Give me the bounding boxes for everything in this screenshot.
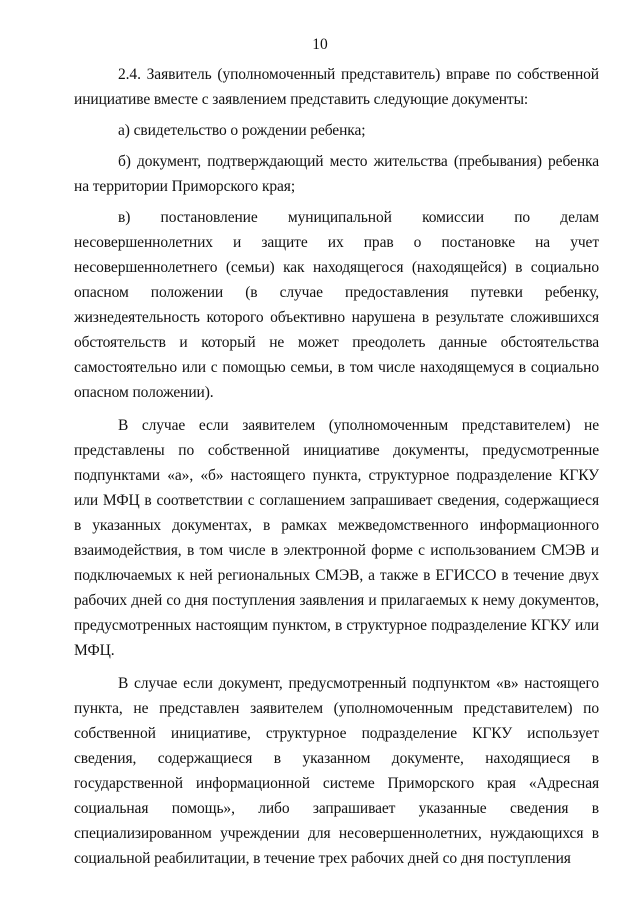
paragraph-2-4: 2.4. Заявитель (уполномоченный представитель) вправе по собственной инициативе вместе с заявлением представить следующие документы:	[74, 66, 599, 108]
paragraph-item-v: в) постановление муниципальной комиссии по делам несовершеннолетних и защите их прав о постановке на учет несовершеннолетнего (семьи) как находящегося (находящейся) в социально опасном положении (в случае предоставления путевки ребенку, жизнедеятельность которого объективно нарушена в результате сложившихся обстоятельств и который не может преодолеть данные обстоятельства самостоятельно или с помощью семьи, в том числе находящемуся в социально опасном положении).	[74, 209, 599, 401]
paragraph-item-a: а) свидетельство о рождении ребенка;	[118, 122, 366, 139]
paragraph-request-ab: В случае если заявителем (уполномоченным представителем) не представлены по собственной инициативе документы, предусмотренные подпунктами «а», «б» настоящего пункта, структурное подразделение КГКУ или МФЦ в соответствии с соглашением запрашивает сведения, содержащиеся в указанных документах, в рамках межведомственного информационного взаимодействия, в том числе в электронной форме с использованием СМЭВ и подключаемых к ней региональных СМЭВ, а также в ЕГИССО в течение двух рабочих дней со дня поступления заявления и прилагаемых к нему документов, предусмотренных настоящим пунктом, в структурное подразделение КГКУ или МФЦ.	[74, 417, 599, 659]
page-number: 10	[312, 36, 328, 53]
paragraph-request-v: В случае если документ, предусмотренный подпунктом «в» настоящего пункта, не представлен заявителем (уполномоченным представителем) по собственной инициативе, структурное подразделение КГКУ использует сведения, содержащиеся в указанном документе, находящиеся в государственной информационной системе Приморского края «Адресная социальная помощь», либо запрашивает указанные сведения в специализированном учреждении для несовершеннолетних, нуждающихся в социальной реабилитации, в течение трех рабочих дней со дня поступления	[74, 675, 599, 867]
paragraph-item-b: б) документ, подтверждающий место жительства (пребывания) ребенка на территории Приморского края;	[74, 153, 599, 195]
document-body	[74, 62, 599, 871]
